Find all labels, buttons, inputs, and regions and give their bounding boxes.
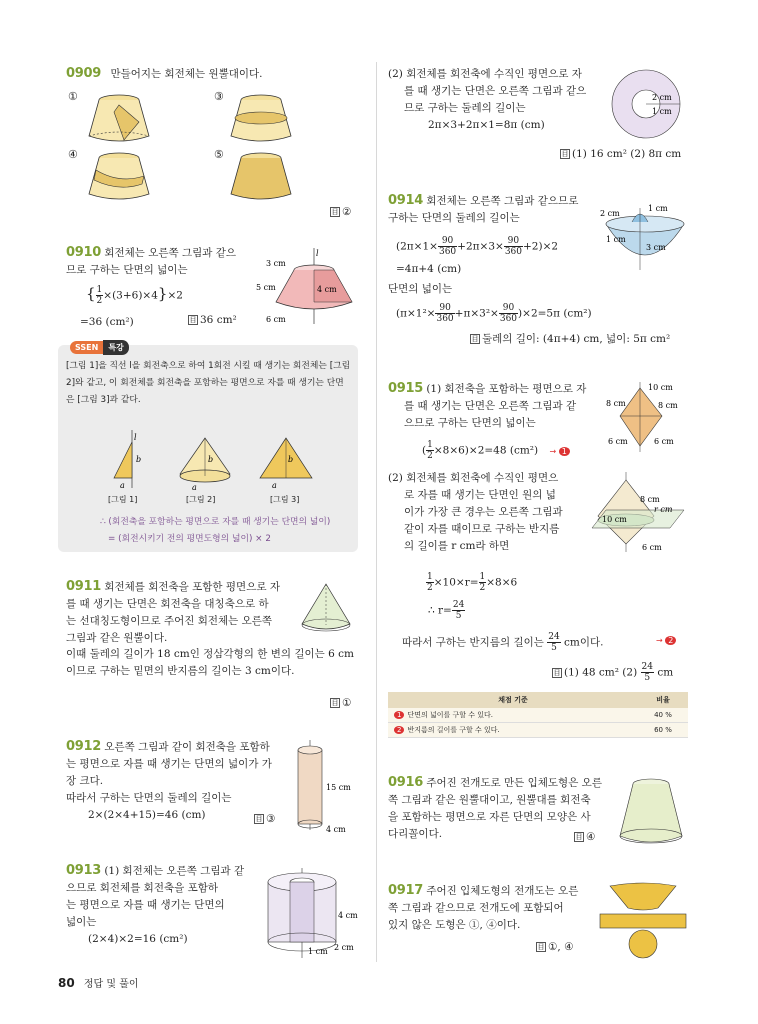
frac-num: 24: [641, 662, 653, 672]
net-0917-figure: [598, 880, 688, 962]
problem-0913: [66, 862, 266, 948]
problem-text: 구하는 단면의 둘레의 길이는: [388, 212, 520, 224]
axis-label: l: [316, 249, 319, 258]
problem-text: 으므로 회전체를 회전축을 포함하: [66, 882, 219, 894]
problem-text: 그림과 같은 원뿔이다.: [66, 632, 168, 644]
criterion-text: 단면의 넓이를 구할 수 있다.: [407, 711, 493, 719]
frac-den: 5: [551, 643, 557, 653]
answer-0909: [330, 206, 351, 218]
choice-label: ①: [68, 90, 78, 103]
problem-number: 0911: [66, 579, 101, 594]
problem-number: 0909: [66, 66, 101, 81]
step-mark-2: → 2: [656, 636, 676, 645]
answer-text: (1) 48 cm² (2): [564, 666, 638, 679]
problem-number: 0910: [66, 245, 101, 260]
formula-0915-area: ( $\frac{1}{2}$ ×8×6)×2=48 (cm²) → 1: [422, 440, 570, 461]
dim-label: 2 cm: [334, 943, 354, 952]
double-cone-0915-figure: [592, 472, 688, 554]
frac-den: 2: [479, 583, 486, 593]
frac-den: 360: [504, 247, 522, 257]
dim-label: 10 cm: [602, 515, 627, 524]
dim-label: 3 cm: [266, 259, 286, 268]
answer-mark-icon: 目: [331, 208, 339, 216]
table-row: [388, 708, 688, 723]
axis-label: l: [134, 433, 137, 442]
problem-text: 므로 구하는 둘레의 길이는: [404, 102, 526, 114]
frac-den: 2: [427, 451, 433, 461]
kite-0915-figure: [606, 382, 688, 452]
problem-text: 같이 자를 때이므로 구하는 반지름: [404, 523, 560, 535]
frac-num: 24: [548, 632, 560, 642]
problem-0911: [66, 578, 296, 647]
problem-text: 회전체는 오른쪽 그림과 같으므로: [426, 195, 579, 207]
criterion-text: 반지름의 길이를 구할 수 있다.: [407, 726, 500, 734]
answer-0915: [552, 662, 673, 683]
dim-label: 2 cm: [652, 93, 672, 102]
answer-text: ③: [266, 813, 276, 825]
problem-text: 단면의 넓이는: [388, 283, 453, 295]
frac-num: 90: [499, 303, 518, 314]
formula-part: (2π×1×: [396, 240, 438, 253]
problem-text: (1) 회전체는 오른쪽 그림과 같: [104, 865, 245, 877]
formula-part: +2π×3×: [457, 240, 504, 253]
ssen-tag: [70, 340, 129, 355]
answer-0911: [330, 697, 351, 709]
fig-label: [그림 1]: [108, 495, 138, 504]
answer-mark-icon: 目: [561, 150, 569, 158]
choice-label: ⑤: [214, 148, 224, 161]
formula-part: ×(3+6)×4: [103, 289, 158, 302]
problem-text: 주어진 입체도형의 전개도는 오른: [426, 885, 579, 897]
frac-den: 360: [438, 247, 457, 257]
ssen-conclusion: = (회전시키기 전의 평면도형의 넓이) × 2: [108, 534, 271, 544]
ssen-tag-b: 특강: [103, 340, 128, 355]
problem-text: 회전체를 회전축을 포함한 평면으로 자: [104, 581, 280, 593]
page-number: 80: [58, 976, 75, 990]
formula-0915-final: [402, 632, 603, 653]
formula-part: )×2=5π (cm²): [518, 307, 592, 320]
problem-text: 는 평면으로 자를 때 생기는 단면의: [66, 899, 225, 911]
formula-0914-perimeter: [396, 236, 558, 257]
choice-label: ④: [68, 148, 78, 161]
frustum-choice-4-figure: [84, 150, 154, 202]
grading-header: [388, 692, 688, 708]
problem-text: 를 때 생기는 단면은 오른쪽 그림과 같으: [404, 85, 587, 97]
answer-0913: [560, 148, 681, 160]
dim-label: 4 cm: [317, 285, 337, 294]
dim-label: 8 cm: [658, 401, 678, 410]
frac-num: 1: [96, 285, 103, 295]
cone-0911-figure: [296, 580, 356, 636]
problem-text: 2π×3+2π×1=8π (cm): [428, 119, 545, 131]
dim-label: 8 cm: [606, 399, 626, 408]
formula-part: ×2: [167, 289, 183, 302]
answer-text: cm: [657, 666, 674, 679]
hemisphere-0914-figure: [600, 200, 690, 272]
dim-label: 10 cm: [648, 383, 673, 392]
frustum-choice-3-figure: [226, 92, 296, 144]
frustum-0910-figure: [256, 246, 362, 326]
dim-label: 6 cm: [266, 315, 286, 324]
problem-number: 0917: [388, 883, 423, 898]
dim-label: 4 cm: [338, 911, 358, 920]
problem-text: 2×(2×4+15)=46 (cm): [88, 809, 206, 821]
frac-num: 24: [452, 600, 465, 610]
problem-0909: [66, 66, 263, 83]
formula-part: (π×1²×: [396, 307, 436, 320]
table-row: [388, 723, 688, 738]
problem-text: 이므로 구하는 밑면의 반지름의 길이는 3 cm이다.: [66, 665, 295, 677]
problem-0917: [388, 882, 598, 934]
problem-text: 는 선대칭도형이므로 주어진 회전체는 오른쪽: [66, 615, 273, 627]
page-footer: [58, 975, 139, 990]
answer-mark-icon: 目: [537, 943, 545, 951]
problem-text: 쪽 그림과 같으므로 전개도에 포함되어: [388, 902, 564, 914]
formula-result: =36 (cm²): [80, 316, 134, 328]
hollow-cylinder-0913-figure: [262, 868, 362, 960]
fig-label: [그림 2]: [186, 495, 216, 504]
problem-text: 오른쪽 그림과 같이 회전축을 포함하: [104, 741, 270, 753]
frac-den: 2: [96, 296, 103, 306]
frac-den: 360: [436, 314, 454, 324]
formula-part: +π×3²×: [454, 307, 499, 320]
dim-label: 4 cm: [326, 825, 346, 834]
problem-number: 0913: [66, 863, 101, 878]
frac-num: 1: [427, 440, 433, 450]
answer-0912: [254, 813, 275, 825]
problem-number: 0916: [388, 775, 423, 790]
answer-mark-icon: 目: [553, 668, 561, 677]
problem-text: 으므로 구하는 단면의 넓이는: [404, 417, 536, 429]
problem-0915-part2: [388, 470, 588, 555]
answer-0916: [574, 831, 595, 843]
problem-text: 장 크다.: [66, 775, 104, 787]
problem-0915: [388, 380, 600, 432]
problem-text: 의 길이를 r cm라 하면: [404, 540, 510, 552]
answer-text: (1) 16 cm² (2) 8π cm: [572, 148, 682, 160]
var-label: b: [288, 455, 294, 464]
dim-label: 5 cm: [256, 283, 276, 292]
problem-text: 는 평면으로 자를 때 생기는 단면의 넓이가 가: [66, 758, 272, 770]
fig-label: [그림 3]: [270, 495, 300, 504]
problem-text: 를 때 생기는 단면은 오른쪽 그림과 같: [404, 400, 577, 412]
problem-0912: [66, 738, 296, 824]
formula-0915-eq: [426, 572, 517, 593]
problem-text: 을 포함하는 평면으로 자른 단면의 모양은 사: [388, 811, 591, 823]
problem-number: 0914: [388, 193, 423, 208]
dim-label: 6 cm: [608, 437, 628, 446]
ratio-cell: 60 %: [654, 726, 672, 734]
formula-part: ×10×r=: [433, 576, 479, 589]
step-mark: 2: [394, 726, 404, 734]
dim-label: 15 cm: [326, 783, 351, 792]
dim-label: 3 cm: [646, 243, 666, 252]
frac-num: 1: [479, 572, 486, 582]
dim-label: 6 cm: [642, 543, 662, 552]
frac-num: 90: [504, 236, 523, 247]
problem-text: (1) 회전축을 포함하는 평면으로 자: [426, 383, 587, 395]
formula-part: ×8×6)×2=48 (cm²): [433, 444, 539, 457]
answer-text: ②: [342, 206, 352, 218]
problem-text: (2×4)×2=16 (cm²): [88, 933, 188, 945]
problem-number: 0912: [66, 739, 101, 754]
problem-0914: [388, 192, 598, 227]
frac-den: 5: [455, 611, 462, 621]
problem-0913-part2: [388, 66, 598, 134]
formula-part: ×8×6: [486, 576, 518, 589]
dim-label: r cm: [654, 505, 673, 514]
ssen-tag-a: SSEN: [70, 341, 103, 354]
problem-0910: [66, 244, 256, 279]
dim-label: 1 cm: [308, 947, 328, 956]
header-cell: 채점 기준: [498, 696, 528, 704]
answer-mark-icon: 目: [331, 699, 339, 707]
frustum-choice-1-figure: [84, 92, 154, 144]
formula-result: =4π+4 (cm): [396, 263, 462, 275]
footer-label: 정답 및 풀이: [83, 979, 139, 990]
choice-label: ③: [214, 90, 224, 103]
problem-text: 따라서 구하는 단면의 둘레의 길이는: [66, 792, 232, 804]
answer-mark-icon: 目: [189, 316, 197, 324]
answer-mark-icon: 目: [471, 335, 479, 343]
dim-label: 8 cm: [640, 495, 660, 504]
answer-mark-icon: 目: [255, 815, 263, 823]
formula-0915-r: [428, 600, 465, 621]
grading-table: [388, 692, 688, 738]
problem-text: 이때 둘레의 길이가 18 cm인 정삼각형의 한 변의 길이는 6 cm: [66, 648, 354, 660]
frac-num: 1: [427, 572, 433, 582]
ring-0913-figure: [608, 66, 688, 146]
problem-text: 있지 않은 도형은 ①, ④이다.: [388, 919, 521, 931]
problem-text: 회전체는 오른쪽 그림과 같으: [104, 247, 237, 259]
frac-num: 90: [435, 303, 454, 314]
answer-text: 둘레의 길이: (4π+4) cm, 넓이: 5π cm²: [482, 333, 671, 345]
step-mark: 1: [559, 447, 570, 456]
var-label: b: [136, 455, 142, 464]
frustum-choice-5-figure: [226, 150, 296, 202]
step-mark: 1: [394, 711, 404, 719]
frac-den: 360: [499, 314, 518, 324]
problem-text: (2) 회전체를 회전축에 수직인 평면으로 자: [388, 68, 582, 80]
cylinder-0912-figure: [290, 740, 362, 836]
var-label: a: [272, 481, 277, 490]
dim-label: 1 cm: [652, 107, 672, 116]
problem-text: 만들어지는 회전체는 원뿔대이다.: [110, 68, 263, 80]
frustum-0916-figure: [614, 776, 688, 848]
dim-label: 1 cm: [648, 204, 668, 213]
problem-text: 이가 가장 큰 경우는 오른쪽 그림과: [404, 506, 563, 518]
formula-part: 따라서 구하는 반지름의 길이는: [402, 636, 544, 649]
frac-den: 2: [427, 583, 433, 593]
formula-part: cm이다.: [564, 636, 604, 649]
frac-num: 90: [438, 236, 457, 247]
problem-text: 를 때 생기는 단면은 회전축을 대칭축으로 하: [66, 598, 269, 610]
ssen-conclusion: ∴ (회전축을 포함하는 평면으로 자를 때 생기는 단면의 넓이): [100, 517, 331, 527]
dim-label: 2 cm: [600, 209, 620, 218]
step-mark: 2: [665, 636, 676, 645]
dim-label: 1 cm: [606, 235, 626, 244]
column-divider: [376, 62, 377, 962]
answer-mark-icon: 目: [575, 833, 583, 841]
ssen-body: [그림 1]을 직선 l을 회전축으로 하여 1회전 시킬 때 생기는 회전체는 [그림 2]와 같고, 이 회전체를 회전축을 포함하는 평면으로 자를 때 생기는 단면은 [그림 3]과 같다.: [66, 361, 351, 405]
problem-text: 로 자를 때 생기는 단면인 원의 넓: [404, 489, 556, 501]
dim-label: 6 cm: [654, 437, 674, 446]
var-label: a: [192, 483, 197, 492]
formula-0910: { $\frac{1}{2}$ ×(3+6)×4}×2: [86, 284, 183, 306]
problem-number: 0915: [388, 381, 423, 396]
var-label: a: [120, 481, 125, 490]
formula-part: ∴ r=: [428, 604, 452, 617]
answer-text: 36 cm²: [200, 314, 237, 326]
formula-0914-area: [396, 303, 592, 324]
problem-text: 므로 구하는 단면의 넓이는: [66, 264, 188, 276]
var-label: b: [208, 455, 214, 464]
problem-text: 주어진 전개도로 만든 입체도형은 오른: [426, 777, 602, 789]
answer-text: ④: [586, 831, 596, 843]
answer-0910: [188, 314, 237, 326]
problem-text: 넓이는: [66, 916, 97, 928]
problem-text: 쪽 그림과 같은 원뿔대이고, 원뿔대를 회전축: [388, 794, 591, 806]
header-cell: 비율: [656, 696, 670, 704]
answer-text: ①: [342, 697, 352, 709]
ratio-cell: 40 %: [654, 711, 672, 719]
formula-part: +2)×2: [523, 240, 559, 253]
frac-den: 5: [644, 673, 651, 683]
answer-0914: [470, 331, 670, 346]
answer-0917: [536, 941, 574, 953]
problem-text: (2) 회전체를 회전축에 수직인 평면으: [388, 472, 559, 484]
answer-text: ①, ④: [548, 941, 574, 953]
problem-text: 다리꼴이다.: [388, 828, 443, 840]
